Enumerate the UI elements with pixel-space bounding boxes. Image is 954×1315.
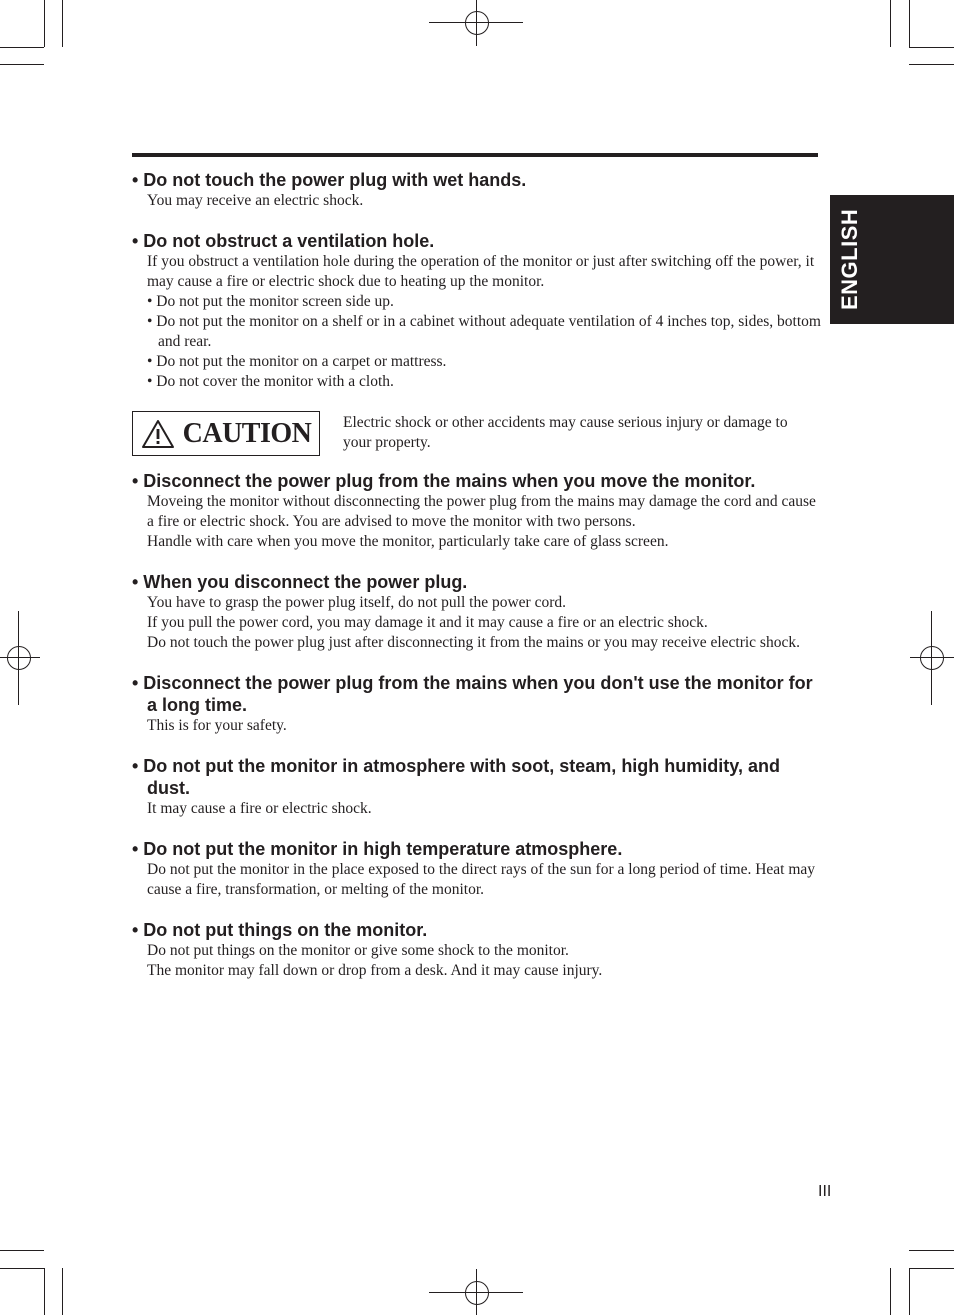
language-tab-label: ENGLISH	[837, 208, 862, 311]
section	[132, 169, 822, 211]
section-text: If you pull the power cord, you may damage it and it may cause a fire or an electric shock.	[147, 614, 708, 631]
section-heading: • When you disconnect the power plug.	[132, 572, 468, 592]
section-text: You may receive an electric shock.	[147, 192, 364, 209]
caution-label: CAUTION	[182, 417, 312, 449]
section-text: Do not touch the power plug just after disconnecting it from the mains or you may receive electric shock.	[147, 634, 800, 651]
section-text: The monitor may fall down or drop from a desk. And it may cause injury.	[147, 962, 603, 979]
crop-mark	[62, 0, 63, 47]
bullet-item: • Do not put the monitor on a carpet or mattress.	[147, 353, 447, 370]
section	[132, 919, 822, 981]
warning-triangle-icon	[141, 419, 175, 449]
registration-mark	[7, 646, 31, 670]
section-heading: • Do not put the monitor in atmosphere with soot, steam, high humidity, and dust.	[132, 756, 780, 798]
crop-mark	[890, 0, 891, 47]
section-text: You have to grasp the power plug itself, do not pull the power cord.	[147, 594, 567, 611]
caution-label-box	[132, 411, 320, 456]
section-heading: • Do not obstruct a ventilation hole.	[132, 231, 435, 251]
crop-mark	[909, 47, 954, 48]
crop-mark	[0, 47, 44, 48]
registration-mark	[920, 646, 944, 670]
section	[132, 755, 822, 819]
section-heading: • Disconnect the power plug from the mains when you don't use the monitor for a long time.	[132, 673, 813, 715]
section-heading: • Do not touch the power plug with wet hands.	[132, 170, 527, 190]
crop-mark	[909, 64, 954, 65]
registration-line	[476, 1269, 477, 1315]
section-text: Do not put the monitor in the place exposed to the direct rays of the sun for a long period of time. Heat may cause a fire, transformation, or melting of the monitor.	[147, 861, 816, 898]
section	[132, 672, 822, 736]
crop-mark	[909, 0, 910, 47]
section-heading: • Do not put things on the monitor.	[132, 920, 428, 940]
section-heading: • Disconnect the power plug from the mains when you move the monitor.	[132, 471, 756, 491]
section-text: Do not put things on the monitor or give some shock to the monitor.	[147, 942, 569, 959]
section-text: Moveing the monitor without disconnecting the power plug from the mains may damage the cord and cause a fire or electric shock. You are advised to move the monitor with two persons.	[147, 493, 816, 530]
crop-mark	[909, 1250, 954, 1251]
bullet-item: • Do not put the monitor screen side up.	[147, 293, 394, 310]
crop-mark	[62, 1268, 63, 1315]
header-rule	[132, 153, 818, 157]
section-text: Handle with care when you move the monitor, particularly take care of glass screen.	[147, 533, 669, 550]
section-heading: • Do not put the monitor in high temperature atmosphere.	[132, 839, 623, 859]
page-content	[132, 169, 822, 1000]
bullet-item: • Do not put the monitor on a shelf or in a cabinet without adequate ventilation of 4 inches top, sides, bottom and rear.	[147, 313, 821, 350]
crop-mark	[909, 1268, 910, 1315]
registration-line	[931, 611, 932, 705]
crop-mark	[44, 1268, 45, 1315]
registration-mark	[465, 1281, 489, 1305]
section-text: This is for your safety.	[147, 717, 287, 734]
page-number: III	[818, 1183, 832, 1200]
section	[132, 230, 822, 392]
registration-line	[476, 0, 477, 46]
crop-mark	[0, 1268, 44, 1269]
section	[132, 838, 822, 900]
registration-mark	[465, 11, 489, 35]
caution-description: Electric shock or other accidents may cause serious injury or damage to your property.	[343, 414, 788, 451]
crop-mark	[0, 1250, 44, 1251]
section	[132, 470, 822, 552]
registration-line	[910, 657, 954, 658]
crop-mark	[890, 1268, 891, 1315]
section-text: It may cause a fire or electric shock.	[147, 800, 372, 817]
crop-mark	[0, 64, 44, 65]
section	[132, 571, 822, 653]
crop-mark	[909, 1268, 954, 1269]
crop-mark	[44, 0, 45, 47]
section-text: If you obstruct a ventilation hole during the operation of the monitor or just after switching off the power, it may cause a fire or electric shock due to heating up the monitor.	[147, 253, 815, 290]
registration-line	[18, 611, 19, 705]
registration-line	[0, 657, 40, 658]
bullet-item: • Do not cover the monitor with a cloth.	[147, 373, 394, 390]
caution-notice	[132, 411, 822, 456]
